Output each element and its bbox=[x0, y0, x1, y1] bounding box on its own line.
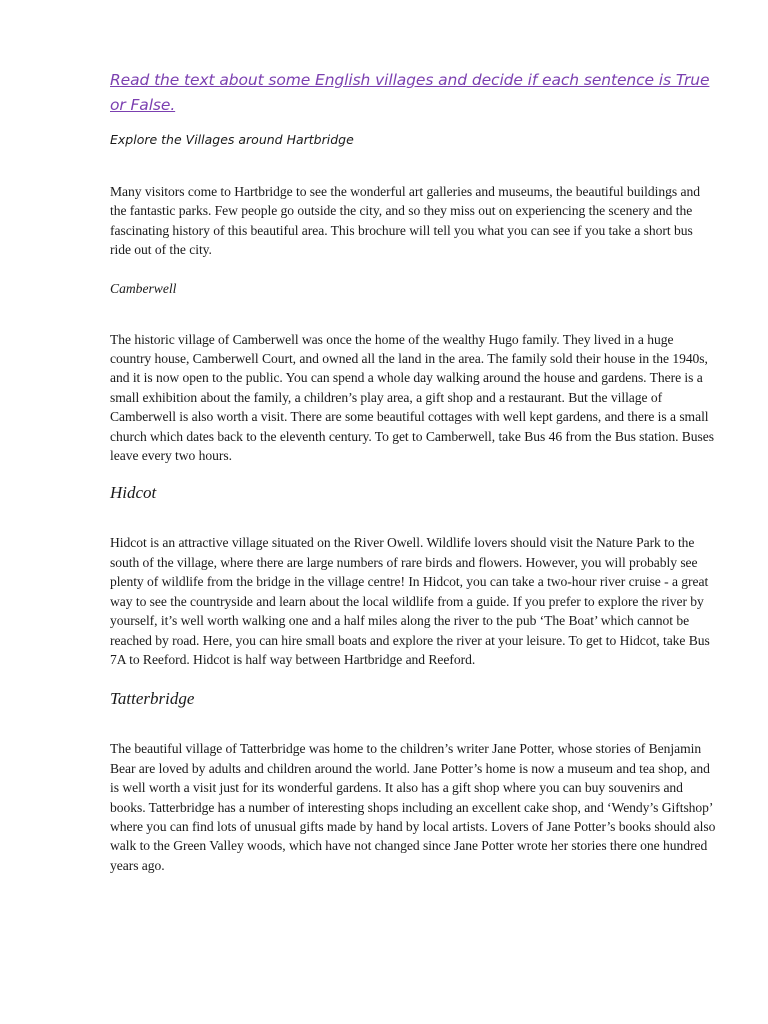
section-body-camberwell: The historic village of Camberwell was once the home of the wealthy Hugo family. They lived in a huge country house, Camberwell Court, and owned all the land in the area. The family sold their house in the 1940s, and it is now open to the public. You can spend a whole day walking around the house and gardens. There is a small exhibition about the family, a children’s play area, a gift shop and a restaurant. But the village of Camberwell is also worth a visit. There are some beautiful cottages with well kept gardens, and there is a small church which dates back to the eleventh century. To get to Camberwell, take Bus 46 from the Bus station. Buses leave every two hours. bbox=[110, 331, 714, 464]
section-heading-camberwell: Camberwell bbox=[110, 280, 177, 296]
section-body-tatterbridge: The beautiful village of Tatterbridge was home to the children’s writer Jane Potter, whose stories of Benjamin Bear are loved by adults and children around the world. Jane Potter’s home is now a museum and tea shop, and is well worth a visit just for its wonderful gardens. It also has a gift shop where you can buy souvenirs and books. Tatterbridge has a number of interesting shops including an excellent cake shop, and ‘Wendy’s Giftshop’ where you can find lots of unusual gifts made by hand by local artists. Lovers of Jane Potter’s books should also walk to the Green Valley woods, which have not changed since Jane Potter wrote her stories there one hundred years ago. bbox=[110, 741, 716, 873]
intro-paragraph: Many visitors come to Hartbridge to see the wonderful art galleries and museums, the beautiful buildings and the fantastic parks. Few people go outside the city, and so they miss out on experiencing the scenery and the fascinating history of this beautiful area. This brochure will tell you what you can see if you take a short bus ride out of the city. bbox=[110, 184, 700, 258]
section-body-hidcot: Hidcot is an attractive village situated on the River Owell. Wildlife lovers should visit the Nature Park to the south of the village, where there are large numbers of rare birds and flowers. However, you will probably see plenty of wildlife from the bridge in the village centre! In Hidcot, you can take a two-hour river cruise - a great way to see the countryside and learn about the local wildlife from a guide. If you prefer to explore the river by yourself, it’s well worth walking one and a half miles along the river to the pub ‘The Boat’ which cannot be reached by road. Here, you can hire small boats and explore the river at your leisure. To get to Hidcot, take Bus 7A to Reeford. Hidcot is half way between Hartbridge and Reeford. bbox=[110, 535, 710, 667]
instruction-text: Read the text about some English villages and decide if each sentence is True or False. bbox=[110, 71, 710, 114]
brochure-title: Explore the Villages around Hartbridge bbox=[110, 132, 354, 147]
section-heading-tatterbridge: Tatterbridge bbox=[110, 689, 195, 709]
section-heading-hidcot: Hidcot bbox=[110, 483, 157, 503]
